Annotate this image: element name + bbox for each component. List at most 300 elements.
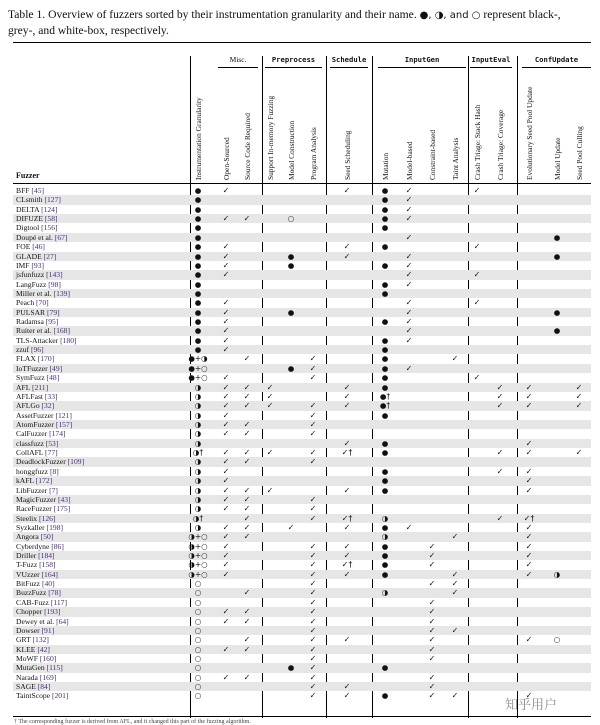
- fuzzer-name: [16, 635, 49, 644]
- table-cell: ✓: [243, 429, 251, 439]
- fuzzer-name: [16, 289, 70, 298]
- table-cell: ●: [194, 326, 202, 336]
- table-cell: ✓: [309, 448, 317, 458]
- table-cell: ✓: [243, 457, 251, 467]
- citation-link[interactable]: [211]: [31, 382, 49, 392]
- table-cell: ◑: [194, 466, 202, 476]
- fuzzer-name-text: MagicFuzzer: [16, 494, 58, 504]
- fuzzer-name-text: LangFuzz: [16, 279, 49, 289]
- table-cell: ✓: [405, 186, 413, 195]
- table-row: [13, 673, 591, 682]
- fuzzer-name-text: jsfunfuzz: [16, 270, 47, 280]
- fuzzer-name-text: Miller et al.: [16, 288, 54, 298]
- table-row: [13, 205, 591, 214]
- group-header: InputGen: [404, 55, 440, 64]
- table-cell: ✓: [309, 420, 317, 429]
- citation-link[interactable]: [53]: [45, 438, 59, 448]
- table-cell: ○: [194, 691, 202, 701]
- table-cell: ✓: [222, 242, 230, 252]
- table-cell: ✓: [343, 522, 351, 532]
- fuzzer-name: [16, 252, 56, 261]
- table-row: [13, 495, 591, 504]
- fuzzer-name-text: CollAFL: [16, 448, 46, 458]
- citation-link[interactable]: [132]: [32, 635, 49, 645]
- table-cell: ◑: [381, 532, 389, 542]
- group-header: ConfUpdate: [534, 55, 579, 64]
- fuzzer-name-text: Peach: [16, 298, 37, 308]
- table-cell: ✓: [222, 260, 230, 270]
- table-cell: ○: [194, 607, 202, 617]
- fuzzer-name-text: Doupé et al.: [16, 232, 55, 242]
- table-cell: ✓†: [523, 513, 535, 523]
- table-cell: ●: [553, 307, 561, 317]
- table-cell: ◑: [194, 391, 202, 401]
- citation-link[interactable]: [43]: [57, 494, 71, 504]
- citation-link[interactable]: [7]: [49, 485, 58, 495]
- citation-link[interactable]: [91]: [41, 625, 55, 635]
- table-cell: ✓: [405, 317, 413, 327]
- table-row: [13, 289, 591, 298]
- citation-link[interactable]: [198]: [46, 522, 64, 532]
- table-cell: ●: [194, 242, 202, 252]
- table-cell: ✓: [222, 476, 230, 486]
- table-cell: ✓: [243, 420, 251, 429]
- citation-link[interactable]: [193]: [44, 607, 61, 617]
- table-cell: ◑: [194, 485, 202, 495]
- table-row: [13, 579, 591, 588]
- table-cell: ✓: [222, 607, 230, 617]
- table-cell: ✓: [575, 391, 583, 401]
- table-row: [13, 233, 591, 242]
- table-cell: ●: [381, 541, 389, 551]
- fuzzer-name-text: AFLGo: [16, 401, 42, 411]
- table-row: [13, 645, 591, 654]
- fuzzer-name: [16, 532, 53, 541]
- citation-link[interactable]: [64]: [56, 616, 69, 626]
- table-cell: ✓: [451, 625, 459, 635]
- fuzzer-name-text: CalFuzzer: [16, 429, 50, 439]
- table-cell: ✓: [243, 644, 251, 654]
- fuzzer-name-text: Dowser: [16, 625, 42, 635]
- citation-link[interactable]: [156]: [41, 223, 58, 233]
- table-cell: ○: [194, 579, 202, 589]
- citation-link[interactable]: [201]: [51, 691, 69, 701]
- table-cell: ✓: [525, 541, 533, 551]
- table-cell: ✓: [405, 307, 413, 317]
- fuzzer-name: [16, 588, 61, 597]
- fuzzer-name: [16, 373, 59, 382]
- table-cell: ✓: [222, 391, 230, 401]
- table-row: [13, 429, 591, 438]
- table-row: [13, 504, 591, 513]
- table-cell: ✓: [222, 420, 230, 429]
- table-cell: ✓: [309, 682, 317, 692]
- fuzzer-name-text: Angora: [16, 532, 41, 542]
- table-cell: ✓: [243, 532, 251, 542]
- fuzzer-name-text: Radamsa: [16, 317, 46, 327]
- fuzzer-name-text: Narada: [16, 672, 40, 682]
- fuzzer-name-text: MutaGen: [16, 663, 47, 673]
- fuzzer-name: [16, 186, 44, 195]
- table-cell: ●: [194, 260, 202, 270]
- fuzzer-name-text: CAB-Fuzz: [16, 597, 51, 607]
- fuzzer-name-text: KLEE: [16, 644, 38, 654]
- fuzzer-name: [16, 570, 58, 579]
- fuzzer-name: [16, 214, 58, 223]
- citation-link[interactable]: [79]: [47, 307, 60, 317]
- footnote: † The corresponding fuzzer is derived from AFL, and it changed this part of the fuzzing algorithm.: [14, 719, 251, 725]
- table-cell: ✓: [451, 579, 459, 589]
- fuzzer-name: [16, 392, 58, 401]
- citation-link[interactable]: [170]: [37, 354, 55, 364]
- fuzzer-name: [16, 504, 70, 513]
- citation-link[interactable]: [8]: [49, 466, 59, 476]
- table-row: [13, 242, 591, 251]
- table-cell: ●: [194, 317, 202, 327]
- fuzzer-name-text: honggfuzz: [16, 466, 50, 476]
- fuzzer-name: [16, 495, 71, 504]
- fuzzer-name: [16, 607, 61, 616]
- table-cell: ●: [381, 373, 389, 383]
- fuzzer-name-text: LibFuzzer: [16, 485, 50, 495]
- citation-link[interactable]: [32]: [41, 401, 55, 411]
- citation-link[interactable]: [124]: [41, 204, 58, 214]
- table-cell: ●: [381, 317, 389, 327]
- table-cell: ✓: [309, 457, 317, 467]
- table-cell: ✓: [222, 541, 230, 551]
- citation-link[interactable]: [160]: [39, 654, 57, 663]
- citation-link[interactable]: [168]: [53, 326, 70, 336]
- table-cell: ✓: [496, 448, 504, 458]
- table-cell: ●: [381, 485, 389, 495]
- fuzzer-name: [16, 223, 58, 232]
- fuzzer-name-text: Syzkaller: [16, 522, 47, 532]
- citation-link[interactable]: [33]: [44, 391, 58, 401]
- table-cell: ●: [553, 326, 561, 336]
- table-cell: ✓: [309, 401, 317, 411]
- table-cell: ✓: [222, 410, 230, 420]
- citation-link[interactable]: [40]: [41, 579, 55, 589]
- table-cell: ●: [381, 214, 389, 224]
- citation-link[interactable]: [78]: [48, 588, 61, 598]
- table-cell: ●: [287, 251, 295, 261]
- table-cell: ◑: [553, 569, 561, 579]
- table-cell: ✓: [428, 691, 436, 701]
- table-cell: ✓: [243, 607, 251, 617]
- table-cell: ○: [194, 588, 202, 598]
- table-cell: ✓: [343, 391, 351, 401]
- citation-link[interactable]: [42]: [37, 644, 50, 654]
- citation-link[interactable]: [169]: [39, 672, 57, 682]
- group-header: Preprocess: [271, 55, 316, 64]
- citation-link[interactable]: [115]: [46, 663, 63, 673]
- caption-symbols: ●, ◑, and ○: [419, 10, 481, 21]
- table-cell: ✓: [451, 588, 459, 598]
- fuzzer-name: [16, 317, 58, 326]
- table-cell: ●: [381, 242, 389, 252]
- citation-link[interactable]: [93]: [31, 260, 45, 270]
- table-cell: ✓: [222, 644, 230, 654]
- fuzzer-name-text: DeadlockFuzzer: [16, 457, 68, 467]
- table-cell: ✓: [496, 466, 504, 476]
- fuzzer-name-text: RaceFuzzer: [16, 504, 54, 514]
- table-row: [13, 635, 591, 644]
- fuzzer-name-text: T-Fuzz: [16, 560, 40, 570]
- table-cell: ✓: [309, 373, 317, 383]
- table-cell: ✓: [451, 532, 459, 542]
- table-cell: ✓: [428, 560, 436, 570]
- group-underline: [218, 67, 258, 68]
- table-cell: ✓: [309, 513, 317, 523]
- column-header: Taint Analysis: [451, 137, 460, 180]
- table-cell: ●: [194, 288, 202, 298]
- table-cell: ●: [194, 214, 202, 224]
- citation-link[interactable]: [143]: [46, 270, 63, 280]
- citation-link[interactable]: [157]: [55, 420, 73, 429]
- column-header: Support In-memory Fuzzing: [266, 95, 275, 180]
- table-cell: ✓: [309, 551, 317, 561]
- citation-link[interactable]: [184]: [38, 551, 55, 561]
- table-cell: ○: [194, 616, 202, 626]
- bottom-rule: [13, 716, 591, 717]
- fuzzer-name: [16, 476, 52, 485]
- table-cell: ✓: [243, 672, 251, 682]
- table-cell: ●: [194, 195, 202, 205]
- fuzzer-name: [16, 560, 56, 569]
- table-cell: ✓: [222, 382, 230, 392]
- citation-link[interactable]: [48]: [46, 373, 60, 383]
- table-cell: ✓: [428, 654, 436, 663]
- citation-link[interactable]: [121]: [55, 410, 72, 420]
- group-underline: [522, 67, 591, 68]
- citation-link[interactable]: [77]: [45, 448, 58, 458]
- table-cell: ✓: [405, 204, 413, 214]
- table-caption: [8, 7, 590, 38]
- caption-text: Overview of fuzzers sorted by their instrumentation granularity and their name.: [48, 8, 417, 21]
- table-cell: ✓: [496, 382, 504, 392]
- citation-link[interactable]: [117]: [50, 597, 67, 607]
- table-cell: ✓: [343, 186, 351, 195]
- table-cell: ✓: [428, 541, 436, 551]
- fuzzer-name: [16, 598, 67, 607]
- table-cell: ●: [381, 363, 389, 373]
- citation-link[interactable]: [164]: [41, 569, 58, 579]
- table-row: [13, 448, 591, 457]
- group-underline: [378, 67, 466, 68]
- table-cell: ✓: [451, 569, 459, 579]
- citation-link[interactable]: [96]: [30, 345, 44, 355]
- table-cell: ✓: [496, 391, 504, 401]
- fuzzer-name-text: VUzzer: [16, 569, 42, 579]
- table-cell: ✓: [525, 560, 533, 570]
- citation-link[interactable]: [50]: [40, 532, 54, 542]
- table-cell: ✓: [496, 401, 504, 411]
- table-cell: ◑: [194, 494, 202, 504]
- fuzzer-name: [16, 448, 58, 457]
- fuzzer-name-text: BuzzFuzz: [16, 588, 49, 598]
- table-cell: ✓: [343, 242, 351, 252]
- table-cell: ✓: [525, 522, 533, 532]
- table-cell: ●: [381, 223, 389, 233]
- table-cell: ✓: [222, 298, 230, 308]
- table-row: [13, 439, 591, 448]
- citation-link[interactable]: [67]: [54, 232, 68, 242]
- table-cell: ✓: [405, 279, 413, 289]
- table-row: [13, 607, 591, 616]
- fuzzer-name: [16, 336, 77, 345]
- table-cell: ✓: [496, 513, 504, 523]
- fuzzer-name: [16, 354, 54, 363]
- table-cell: ✓: [222, 457, 230, 467]
- header-rule: [13, 183, 591, 184]
- citation-link[interactable]: [95]: [45, 317, 59, 327]
- fuzzer-name: [16, 645, 50, 654]
- table-cell: ✓: [428, 682, 436, 692]
- table-cell: ✓: [525, 532, 533, 542]
- table-row: [13, 308, 591, 317]
- citation-link[interactable]: [49]: [49, 363, 63, 373]
- table-cell: ✓: [222, 522, 230, 532]
- table-cell: ○: [194, 597, 202, 607]
- table-row: [13, 298, 591, 307]
- table-cell: ✓: [309, 429, 317, 439]
- table-row: [13, 570, 591, 579]
- table-cell: ✓: [405, 270, 413, 280]
- citation-link[interactable]: [127]: [44, 195, 61, 205]
- fuzzer-name: [16, 420, 72, 429]
- table-cell: ✓: [222, 186, 230, 195]
- table-cell: ✓: [309, 672, 317, 682]
- table-cell: ●: [194, 307, 202, 317]
- citation-link[interactable]: [27]: [43, 251, 57, 261]
- table-cell: ✓: [222, 494, 230, 504]
- table-cell: ●: [381, 354, 389, 364]
- citation-link[interactable]: [139]: [53, 288, 70, 298]
- citation-link[interactable]: [175]: [53, 504, 71, 514]
- citation-link[interactable]: [158]: [39, 560, 56, 570]
- fuzzer-name: [16, 195, 61, 204]
- citation-link[interactable]: [126]: [39, 513, 56, 523]
- citation-link[interactable]: [98]: [48, 279, 61, 289]
- fuzzer-name: [16, 205, 58, 214]
- table-cell: ✓: [243, 494, 251, 504]
- citation-link[interactable]: [46]: [32, 242, 45, 252]
- table-cell: ✓: [343, 682, 351, 692]
- table-row: [13, 326, 591, 335]
- citation-link[interactable]: [109]: [67, 457, 85, 467]
- citation-link[interactable]: [70]: [36, 298, 49, 308]
- column-header: Open-Sourced: [222, 137, 231, 180]
- fuzzer-name: [16, 682, 50, 691]
- table-cell: ●†: [379, 391, 391, 401]
- fuzzer-name: [16, 467, 59, 476]
- table-cell: ✓: [473, 373, 481, 383]
- citation-link[interactable]: [174]: [49, 429, 66, 439]
- fuzzer-name: [16, 383, 48, 392]
- table-cell: ✓: [405, 260, 413, 270]
- table-cell: ●: [381, 691, 389, 701]
- table-cell: ●: [287, 307, 295, 317]
- citation-link[interactable]: [180]: [60, 335, 77, 345]
- citation-link[interactable]: [84]: [37, 682, 51, 692]
- citation-link[interactable]: [45]: [31, 186, 45, 195]
- table-cell: ✓: [243, 401, 251, 411]
- table-cell: ✓: [525, 391, 533, 401]
- fuzzer-name: [16, 439, 58, 448]
- fuzzer-name-text: FLAX: [16, 354, 38, 364]
- table-cell: ◑+○: [188, 569, 208, 579]
- fuzzer-name-text: TLS-Attacker: [16, 335, 61, 345]
- table-cell: ✓: [309, 588, 317, 598]
- table-cell: ●: [381, 560, 389, 570]
- table-cell: ◑+○: [188, 560, 208, 570]
- table-cell: ○: [194, 654, 202, 663]
- table-row: [13, 270, 591, 279]
- fuzzer-name: [16, 523, 63, 532]
- table-cell: ✓: [405, 214, 413, 224]
- table-cell: ●: [553, 232, 561, 242]
- column-header: Model Construction: [287, 120, 296, 180]
- table-row: [13, 486, 591, 495]
- column-header: Seed Pool Culling: [575, 126, 584, 180]
- table-cell: ○: [194, 644, 202, 654]
- table-cell: ✓: [266, 485, 274, 495]
- table-cell: ◑: [194, 429, 202, 439]
- citation-link[interactable]: [172]: [35, 476, 53, 486]
- table-cell: ✓: [266, 448, 274, 458]
- table-cell: ✓: [473, 186, 481, 195]
- fuzzer-name: [16, 242, 45, 251]
- table-row: [13, 223, 591, 232]
- citation-link[interactable]: [86]: [51, 541, 64, 551]
- table-row: [13, 280, 591, 289]
- table-cell: ✓: [222, 373, 230, 383]
- table-cell: ✓: [243, 354, 251, 364]
- table-cell: ✓: [266, 391, 274, 401]
- table-row: [13, 467, 591, 476]
- table-row: [13, 682, 591, 691]
- table-cell: ○: [194, 682, 202, 692]
- table-cell: ✓: [343, 401, 351, 411]
- table-row: [13, 420, 591, 429]
- table-row: [13, 392, 591, 401]
- table-cell: ◑: [194, 401, 202, 411]
- table-cell: ✓: [405, 232, 413, 242]
- fuzzer-name: [16, 326, 70, 335]
- table-cell: ✓: [343, 635, 351, 645]
- group-header: InputEval: [471, 55, 511, 64]
- table-cell: ○: [194, 663, 202, 673]
- column-header: Source Code Required: [243, 113, 252, 180]
- fuzzer-name: [16, 261, 44, 270]
- fuzzer-name-text: BFF: [16, 186, 32, 195]
- table-cell: ✓: [525, 485, 533, 495]
- table-cell: ●: [194, 335, 202, 345]
- table-cell: ✓: [525, 569, 533, 579]
- table-cell: ●: [381, 438, 389, 448]
- table-cell: ●: [381, 195, 389, 205]
- table-cell: ◑: [194, 438, 202, 448]
- table-cell: ○: [287, 214, 295, 224]
- citation-link[interactable]: [58]: [44, 214, 58, 224]
- table-cell: ◑: [194, 522, 202, 532]
- table-row: [13, 186, 591, 195]
- fuzzer-name-text: MoWF: [16, 654, 40, 663]
- table-cell: ✓: [243, 513, 251, 523]
- fuzzer-name-text: Chopper: [16, 607, 45, 617]
- table-cell: ✓: [575, 401, 583, 411]
- fuzzer-name: [16, 457, 84, 466]
